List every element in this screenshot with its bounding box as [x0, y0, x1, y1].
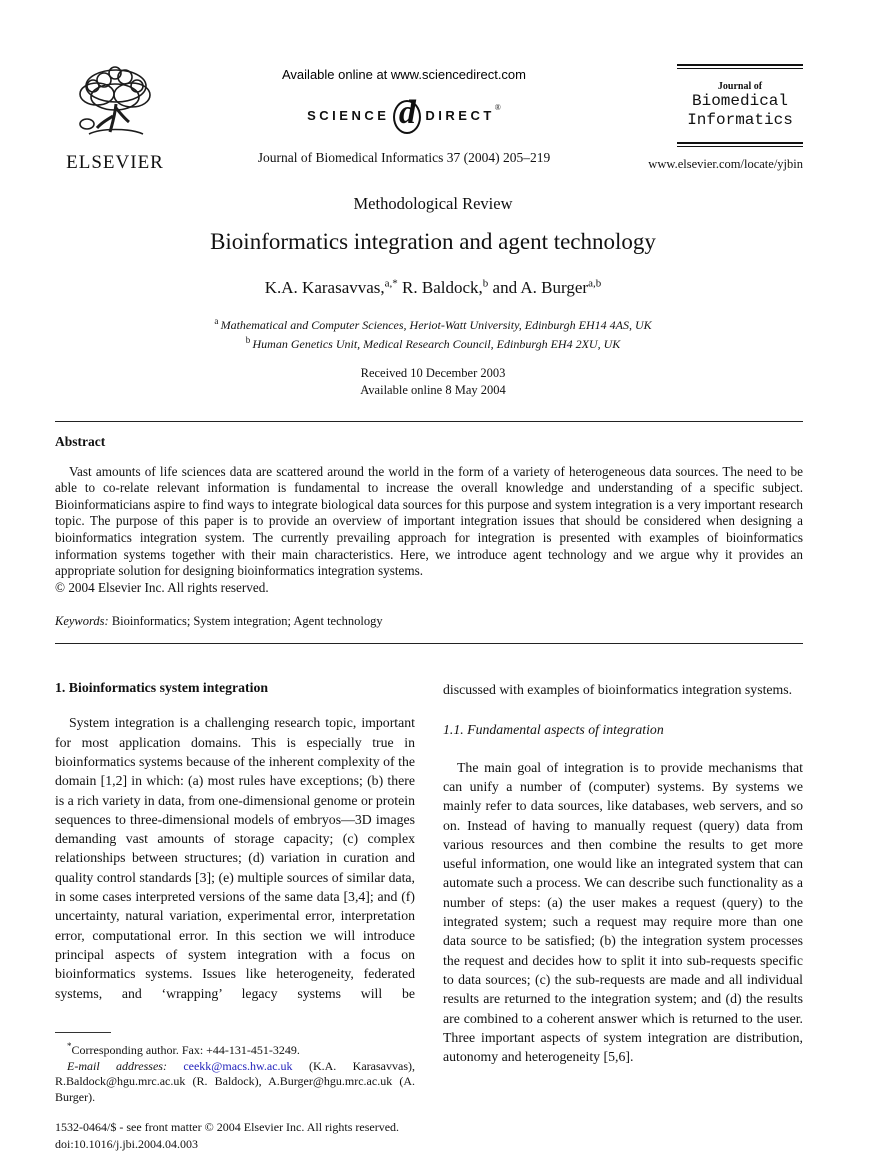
affiliation: $^a$ Mathematical and Computer Sciences, Heriot-Watt University, Edinburgh EH14 4AS, UK: [214, 315, 652, 332]
issn-copyright-line: 1532-0464/$ - see front matter © 2004 Elsevier Inc. All rights reserved.: [55, 1120, 400, 1135]
elsevier-tree-icon: [69, 64, 161, 150]
header-center: [175, 64, 633, 166]
email-link[interactable]: ceekk@macs.hw.ac.uk: [166, 1058, 293, 1073]
abstract-copyright: © 2004 Elsevier Inc. All rights reserved.: [55, 579, 269, 595]
footnote-asterisk: *: [67, 1041, 72, 1052]
available-online-text: Available online at www.sciencedirect.com: [282, 67, 526, 82]
sciencedirect-logo: [175, 94, 633, 136]
doi-line: doi:10.1016/j.jbi.2004.04.003: [55, 1136, 199, 1151]
left-column: [55, 680, 415, 1152]
author-affiliation-marker: b: [482, 277, 489, 289]
affiliation: $^b$ Human Genetics Unit, Medical Research Council, Edinburgh EH4 2XU, UK: [245, 334, 621, 351]
received-date: Received 10 December 2003: [360, 365, 506, 380]
abstract-section: [55, 421, 803, 645]
article-title: Bioinformatics integration and agent technology: [210, 229, 656, 254]
affiliations: [55, 314, 811, 352]
keywords-label: Keywords:: [55, 614, 109, 629]
masthead-bottom-rule: [677, 142, 803, 147]
elsevier-logo-text: ELSEVIER: [66, 152, 164, 173]
masthead-title-line2: Informatics: [687, 111, 793, 129]
author: and A. Burger$^{a,b}$: [488, 277, 602, 297]
email-addresses-note: [55, 1059, 415, 1106]
registered-trademark-icon: ®: [494, 102, 501, 112]
section-1-heading: 1. Bioinformatics system integration: [55, 680, 269, 696]
email-rest: (K.A. Karasavvas), R.Baldock@hgu.mrc.ac.uk (R. Baldock), A.Burger@hgu.mrc.ac.uk (A. Burger).: [55, 1058, 415, 1104]
title-section: [55, 194, 811, 399]
section-1-paragraph: System integration is a challenging research topic, important for most application domains. This is especially true in bioinformatics systems because of the inherent complexity of the domain [1,2] in which: (a) most rules have exceptions; (b) there is a rich variety in data, from one-dimensional genome or protein sequences to three-dimensional models of embryos—3D images demanding vast amounts of storage capacity; (c) complex relationships between structures; (d) variation in curation and quality control standards [3]; (e) multiple sources of similar data, in some cases interpreted versions of the same data [3,4]; and (f) uncertainty, natural variation, experimental error, interpretation error, computational error. In this section we will introduce principal aspects of system integration with a focus on bioinformatics systems. Issues like heterogeneity, federated systems, and ‘wrapping’ legacy systems will be: [55, 715, 415, 1001]
keywords-list: Bioinformatics; System integration; Agent technology: [108, 614, 383, 629]
masthead-journal-of: Journal of: [717, 81, 763, 92]
imprint-block: [55, 1119, 415, 1152]
sciencedirect-science-text: SCIENCE: [307, 107, 390, 123]
section-1-1-paragraph: The main goal of integration is to provide mechanisms that can unify a number of (computer) systems. By systems we mainly refer to data sources, like databases, web servers, and so on. Instead of having to manually request (query) data from various resources and then combine the results to get more useful information, one would like an integrated system that can automate such a process. We can describe such functionality as a number of steps: (a) the user makes a request (query) to the integrated system; such a request may require more than one data source to be satisfied; (b) the integration system processes the request and decides how to split it into sub-requests specific to data sources; (c) the sub-requests are made and all individual results are returned to the integration system; and (d) the results are combined to a coherent answer which is returned to the user. Three important aspects of system integration are distribution, autonomy and heterogeneity [5,6].: [443, 759, 803, 1065]
keywords-line: [55, 614, 803, 629]
masthead-top-rule: [677, 64, 803, 69]
abstract-text: Vast amounts of life sciences data are scattered around the world in the form of a variety of heterogeneous data sources. The need to be able to co-relate relevant information is fundamental to increase the overall knowledge and understanding of a specific subject. Bioinformaticians aspire to find ways to integrate biological data sources for this purpose and system integration is a very important research topic. The purpose of this paper is to provide an overview of important integration issues that should be considered when designing a bioinformatics integration system. The currently prevailing approach for integration is presented with examples of bioinformatics information systems together with their main characteristics. Here, we introduce agent technology and we argue why it provides an appropriate solution for designing bioinformatics integration systems.: [55, 463, 803, 579]
footnote-rule: [55, 1032, 111, 1033]
author: K.A. Karasavvas,$^{a,*}$: [264, 277, 398, 297]
journal-citation-line: Journal of Biomedical Informatics 37 (2004) 205–219: [257, 150, 551, 165]
author-line: [55, 277, 811, 298]
article-category: Methodological Review: [353, 194, 513, 213]
page-header: [55, 64, 803, 174]
masthead-title-line1: Biomedical: [691, 92, 788, 110]
author: R. Baldock,$^b$: [397, 277, 489, 297]
email-label: E-mail addresses:: [67, 1058, 167, 1073]
corresponding-author-note: *Corresponding author. Fax: +44-131-451-3249.: [67, 1041, 300, 1058]
author-affiliation-marker: a,b: [588, 277, 602, 289]
journal-website-url: www.elsevier.com/locate/yjbin: [648, 157, 803, 171]
abstract-heading: Abstract: [55, 433, 106, 449]
article-dates: [55, 365, 811, 399]
section-1-1-heading: 1.1. Fundamental aspects of integration: [443, 721, 664, 737]
elsevier-logo: [55, 64, 175, 174]
section-1-paragraph-continued: discussed with examples of bioinformatics integration systems.: [443, 682, 793, 698]
author-affiliation-marker: a,*: [384, 277, 398, 289]
right-column: [443, 680, 803, 1152]
available-online-date: Available online 8 May 2004: [360, 382, 506, 397]
masthead-rules-box: [677, 64, 803, 147]
sciencedirect-direct-text: DIRECT: [425, 107, 495, 123]
body-columns: [55, 680, 803, 1152]
footnote-block: [55, 1032, 415, 1105]
sciencedirect-d-icon: d: [393, 100, 421, 134]
journal-masthead: [633, 64, 803, 172]
